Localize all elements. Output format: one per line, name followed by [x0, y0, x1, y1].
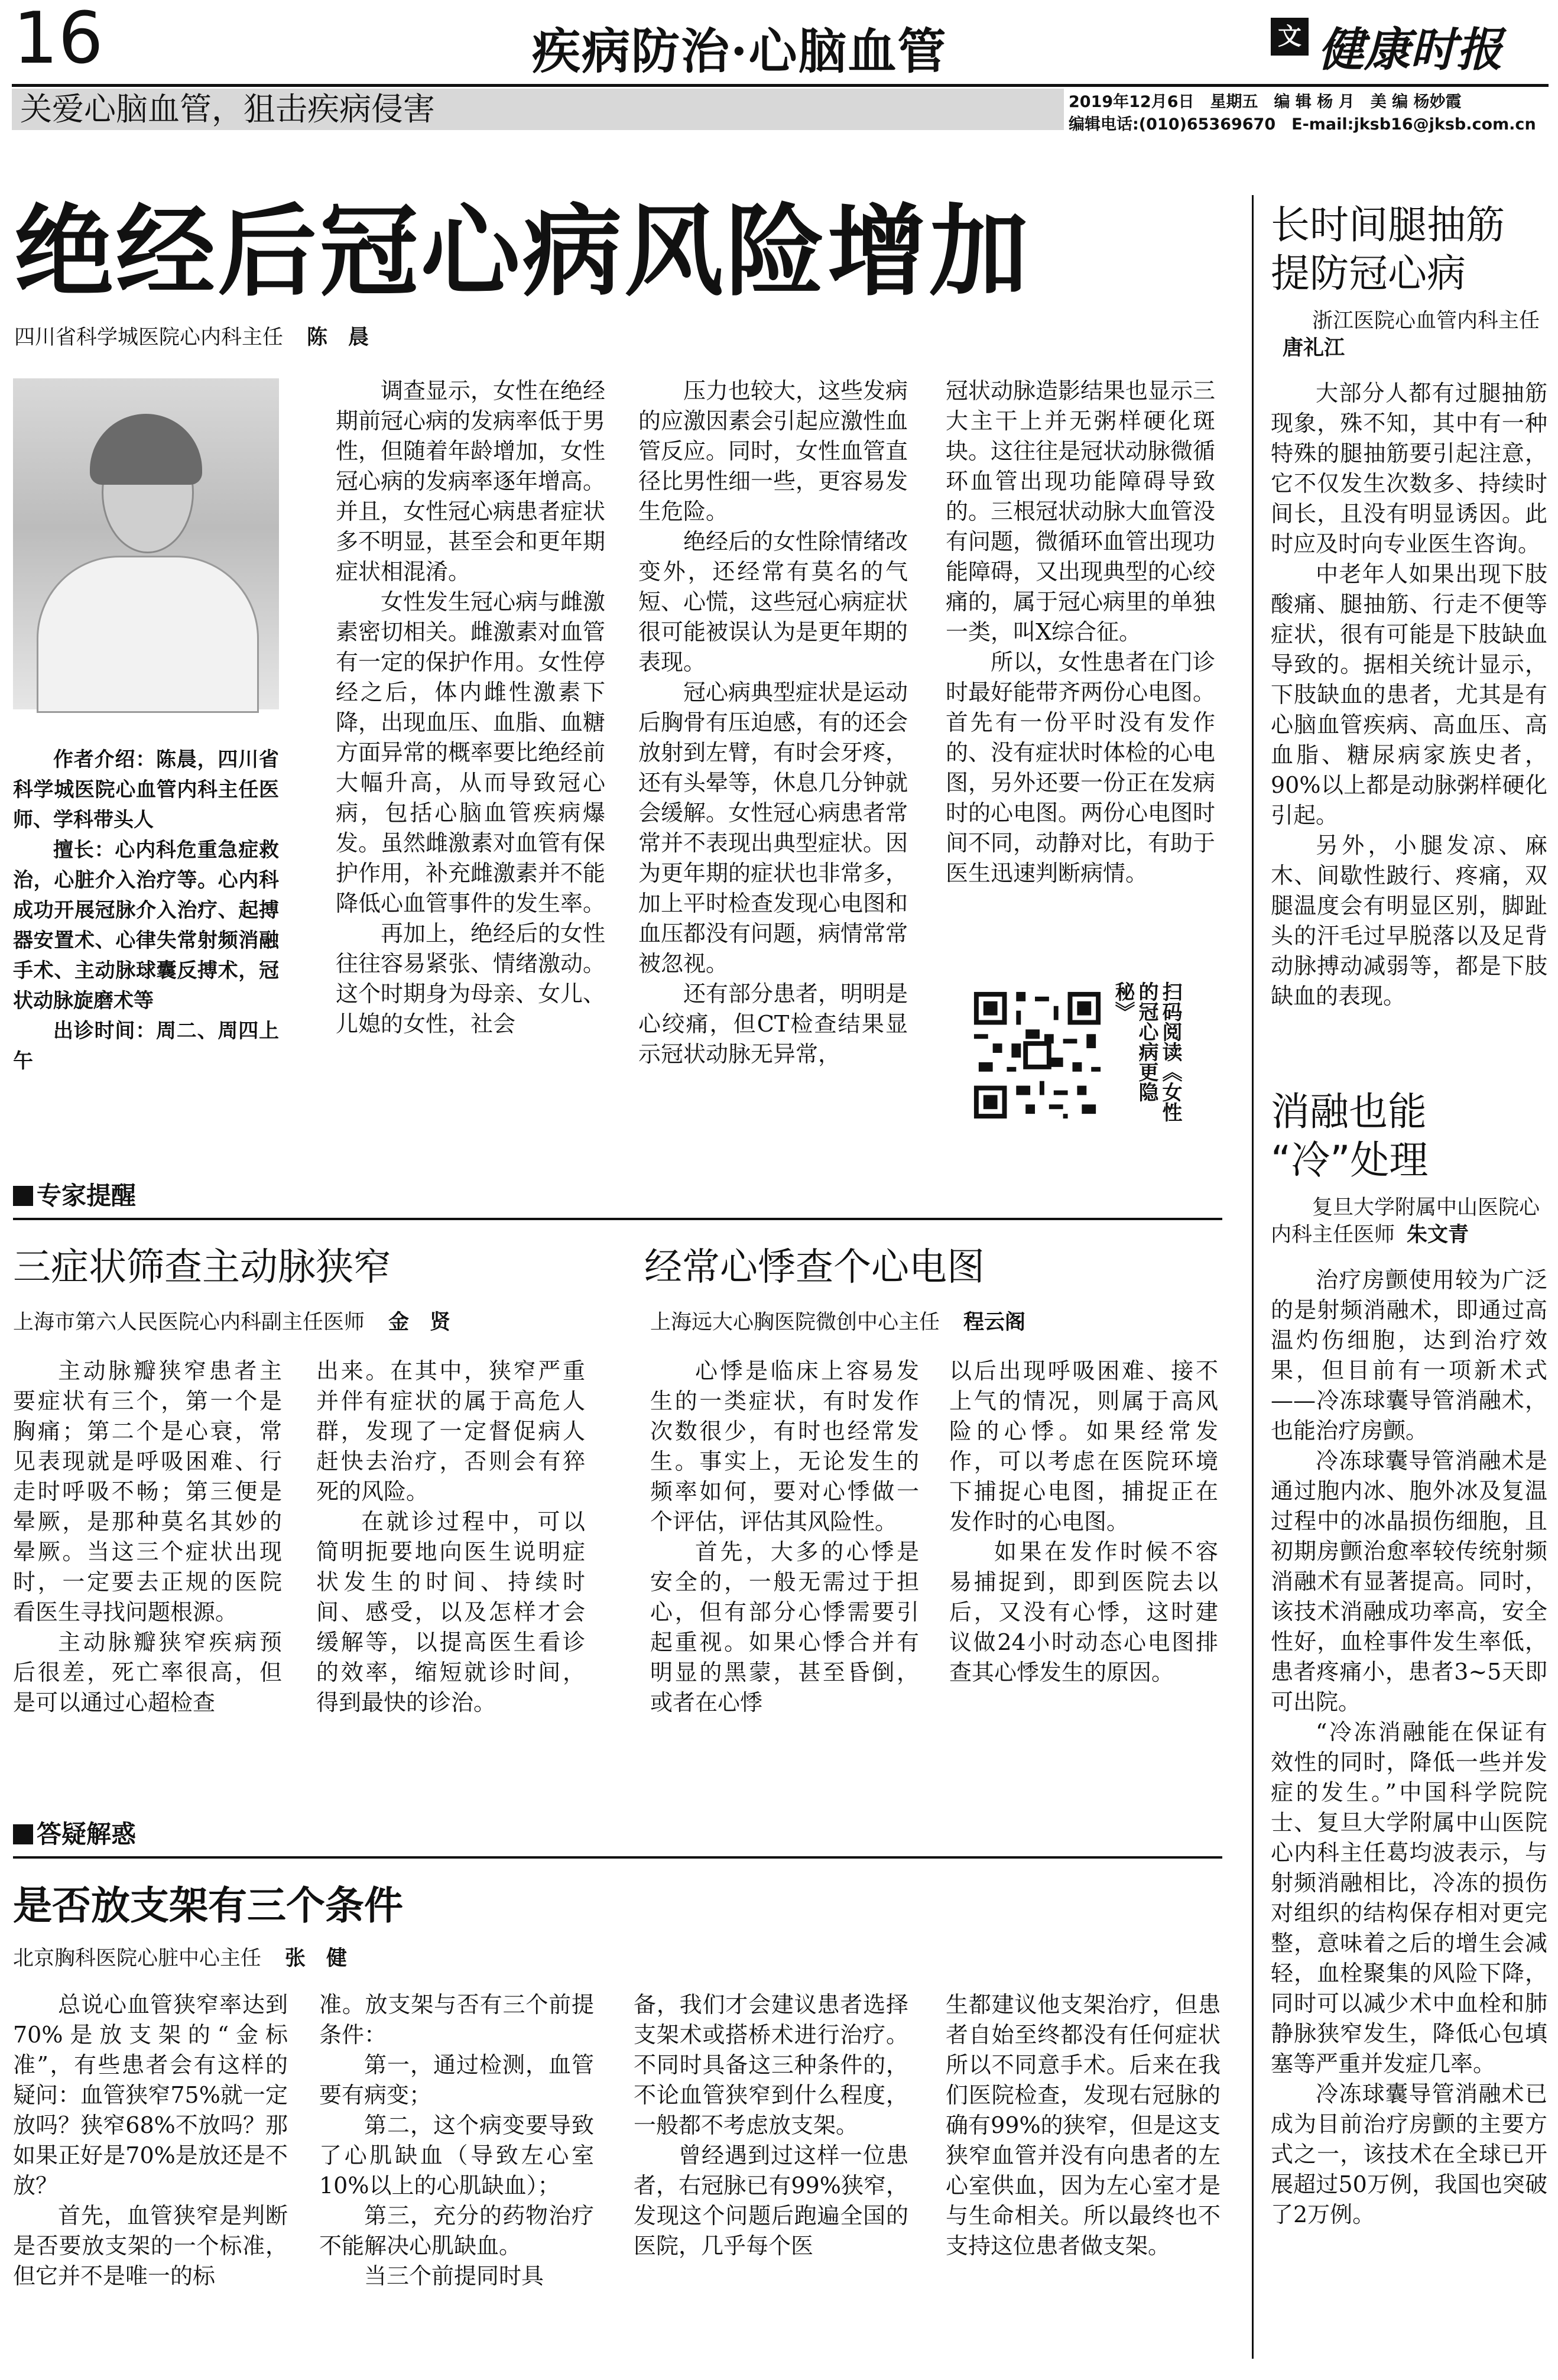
article2-byline — [13, 1309, 450, 1336]
author-intro: 作者介绍：陈晨，四川省科学城医院心血管内科主任医师、学科带头人 — [13, 748, 279, 832]
main-byline-name: 陈 晨 — [307, 326, 369, 349]
article3-col-2 — [949, 1356, 1218, 1688]
qr-code-icon[interactable] — [969, 987, 1105, 1123]
paragraph: 心悸是临床上容易发生的一类症状，有时发作次数很少，有时也经常发生。事实上，无论发生的频率如何，要对心悸做一个评估，评估其风险性。 — [650, 1358, 919, 1535]
side1-body — [1271, 378, 1547, 1011]
paragraph: 冠状动脉造影结果也显示三大主干上并无粥样硬化斑块。这往往是冠状动脉微循环血管出现功能障碍导致的。三根冠状动脉大血管没有问题，微循环血管出现功能障碍，又出现典型的心绞痛的，属于冠心病里的单独一类，叫X综合征。 — [946, 378, 1216, 645]
sidebar-divider — [1252, 195, 1254, 2359]
paragraph: 第一，通过检测，血管要有病变； — [319, 2052, 594, 2108]
side2-byline-name: 朱文青 — [1407, 1223, 1469, 1247]
article4-col-4 — [946, 1990, 1221, 2261]
article3-byline — [650, 1309, 1025, 1336]
paragraph: 在就诊过程中，可以简明扼要地向医生说明症状发生的时间、持续时间、感受，以及怎样才会缓解等，以提高医生看诊的效率，缩短就诊时间，得到最快的诊治。 — [316, 1509, 585, 1716]
paragraph: 准。放支架与否有三个前提条件： — [319, 1992, 594, 2048]
side2-title-line2: “冷”处理 — [1271, 1137, 1429, 1183]
section-rule — [13, 1856, 1222, 1859]
article4-byline — [13, 1945, 347, 1972]
article3-title: 经常心悸查个心电图 — [644, 1246, 985, 1289]
article4-col-1 — [13, 1990, 288, 2291]
paragraph: 还有部分患者，明明是心绞痛，但CT检查结果显示冠状动脉无异常， — [638, 981, 908, 1067]
paragraph: 另外，小腿发凉、麻木、间歇性跛行、疼痛，双腿温度会有明显区别，脚趾头的汗毛过早脱落以及足背动脉搏动减弱等，都是下肢缺血的表现。 — [1271, 832, 1547, 1009]
side2-byline — [1271, 1194, 1549, 1249]
brand-logo-icon: 文 — [1271, 18, 1309, 56]
article4-byline-name: 张 健 — [285, 1947, 348, 1970]
paragraph: 再加上，绝经后的女性往往容易紧张、情绪激动。这个时期身为母亲、女儿、儿媳的女性，社会 — [336, 920, 606, 1037]
article2-title: 三症状筛查主动脉狭窄 — [13, 1246, 391, 1289]
side2-title — [1271, 1088, 1428, 1185]
section-title: 疾病防治·心脑血管 — [532, 23, 947, 80]
paragraph: 冷冻球囊导管消融术是通过胞内冰、胞外冰及复温过程中的冰晶损伤细胞，且初期房颤治愈率较传统射频消融术有显著提高。同时，该技术消融成功率高，安全性好，血栓事件发生率低，患者疼痛小，患者3~5天即可出院。 — [1271, 1448, 1547, 1715]
paragraph: 所以，女性患者在门诊时最好能带齐两份心电图。首先有一份平时没有发作的、没有症状时体检的心电图，另外还要一份正在发病时的心电图。两份心电图时间不同，动静对比，有助于医生迅速判断病情。 — [946, 649, 1216, 886]
article2-byline-org: 上海市第六人民医院心内科副主任医师 — [13, 1311, 365, 1334]
side1-byline — [1271, 307, 1549, 362]
article3-byline-org: 上海远大心胸医院微创中心主任 — [650, 1311, 940, 1334]
issue-meta-contact: 编辑电话:(010)65369670 E-mail:jksb16@jksb.com.cn — [1069, 115, 1536, 134]
page-number: 16 — [13, 0, 103, 80]
paragraph: 中老年人如果出现下肢酸痛、腿抽筋、行走不便等症状，很有可能是下肢缺血导致的。据相关统计显示，下肢缺血的患者，尤其是有心脑血管疾病、高血压、高血脂、糖尿病家族史者，90%以上都是动脉粥样硬化引起。 — [1271, 561, 1547, 828]
author-photo — [13, 378, 279, 709]
article3-col-1 — [650, 1356, 919, 1718]
paragraph: 压力也较大，这些发病的应激因素会引起应激性血管反应。同时，女性血管直径比男性细一些，更容易发生危险。 — [638, 378, 908, 524]
paragraph: 当三个前提同时具 — [364, 2263, 544, 2289]
paragraph: 曾经遇到过这样一位患者，右冠脉已有99%狭窄，发现这个问题后跑遍全国的医院，几乎每个医 — [634, 2142, 908, 2259]
paragraph: 第三，充分的药物治疗不能解决心肌缺血。 — [319, 2203, 594, 2259]
slogan: 关爱心脑血管，狙击疾病侵害 — [20, 90, 435, 128]
section-rule — [13, 1218, 1222, 1220]
paragraph: 治疗房颤使用较为广泛的是射频消融术，即通过高温灼伤细胞，达到治疗效果，但目前有一项新术式——冷冻球囊导管消融术，也能治疗房颤。 — [1271, 1267, 1547, 1444]
article2-col-1 — [13, 1356, 282, 1718]
author-clinic-hours: 出诊时间：周二、周四上午 — [13, 1019, 279, 1073]
issue-meta-date: 2019年12月6日 星期五 编 辑 杨 月 美 编 杨妙霞 — [1069, 93, 1462, 111]
paragraph: 以后出现呼吸困难、接不上气的情况，则属于高风险的心悸。如果经常发作，可以考虑在医院环境下捕捉心电图，捕捉正在发作时的心电图。 — [949, 1358, 1218, 1535]
article2-col-2 — [316, 1356, 585, 1718]
article4-col-2 — [319, 1990, 594, 2291]
paragraph: 第二，这个病变要导致了心肌缺血（导致左心室10%以上的心肌缺血）； — [319, 2112, 594, 2199]
paragraph: 主动脉瓣狭窄患者主要症状有三个，第一个是胸痛；第二个是心衰，常见表现就是呼吸困难、行走时呼吸不畅；第三便是晕厥，是那种莫名其妙的晕厥。当这三个症状出现时，一定要去正规的医院看医生寻找问题根源。 — [13, 1358, 282, 1625]
side1-title-line2: 提防冠心病 — [1271, 251, 1466, 296]
qr-caption: 扫码阅读《女性的冠心病更隐秘》 — [1111, 981, 1182, 1122]
paragraph: 女性发生冠心病与雌激素密切相关。雌激素对血管有一定的保护作用。女性停经之后，体内雌性激素下降，出现血压、血脂、血糖方面异常的概率要比绝经前大幅升高，从而导致冠心病，包括心脑血管疾病爆发。虽然雌激素对血管有保护作用，补充雌激素并不能降低心血管事件的发生率。 — [336, 589, 606, 916]
qa-tag: 答疑解惑 — [13, 1815, 136, 1850]
paragraph: 生都建议他支架治疗，但患者自始至终都没有任何症状所以不同意手术。后来在我们医院检查，发现右冠脉的确有99%的狭窄，但是这支狭窄血管并没有向患者的左心室供血，因为左心室才是与生命相关。所以最终也不支持这位患者做支架。 — [946, 1992, 1221, 2259]
paragraph: 冠心病典型症状是运动后胸骨有压迫感，有的还会放射到左臂，有时会牙疼，还有头晕等，休息几分钟就会缓解。女性冠心病患者常常并不表现出典型症状。因为更年期的症状也非常多，加上平时检查发现心电图和血压都没有问题，病情常常被忽视。 — [638, 679, 908, 977]
side2-byline-org: 复旦大学附属中山医院心内科主任医师 — [1271, 1196, 1540, 1247]
side2-body — [1271, 1265, 1547, 2230]
paragraph: 冷冻球囊导管消融术已成为目前治疗房颤的主要方式之一，该技术在全球已开展超过50万例，我国也突破了2万例。 — [1271, 2081, 1547, 2227]
main-col-3 — [946, 376, 1215, 889]
side1-byline-name: 唐礼江 — [1283, 336, 1345, 360]
paragraph: 如果在发作时候不容易捕捉到，即到医院去以后，又没有心悸，这时建议做24小时动态心电图排查其心悸发生的原因。 — [949, 1539, 1218, 1685]
header-rule — [12, 84, 1549, 87]
expert-tag: 专家提醒 — [13, 1176, 136, 1212]
main-col-2 — [638, 376, 908, 1069]
main-headline: 绝经后冠心病风险增加 — [14, 193, 1031, 310]
paragraph: 大部分人都有过腿抽筋现象，殊不知，其中有一种特殊的腿抽筋要引起注意，它不仅发生次数多、持续时间长，且没有明显诱因。此时应及时向专业医生咨询。 — [1271, 380, 1547, 557]
side1-byline-org: 浙江医院心血管内科主任 — [1312, 309, 1540, 333]
article3-byline-name: 程云阁 — [963, 1311, 1026, 1334]
paragraph: 首先，血管狭窄是判断是否要放支架的一个标准，但它并不是唯一的标 — [13, 2203, 288, 2289]
paragraph: 调查显示，女性在绝经期前冠心病的发病率低于男性，但随着年龄增加，女性冠心病的发病率逐年增高。并且，女性冠心病患者症状多不明显，甚至会和更年期症状相混淆。 — [336, 378, 606, 585]
paragraph: 备，我们才会建议患者选择支架术或搭桥术进行治疗。不同时具备这三种条件的，不论血管狭窄到什么程度，一般都不考虑放支架。 — [634, 1992, 908, 2138]
paragraph: 总说心血管狭窄率达到70%是放支架的“金标准”，有些患者会有这样的疑问：血管狭窄75%就一定放吗？狭窄68%不放吗？那如果正好是70%是放还是不放？ — [13, 1992, 288, 2199]
paragraph: “冷冻消融能在保证有效性的同时，降低一些并发症的发生。”中国科学院院士、复旦大学附属中山医院心内科主任葛均波表示，与射频消融相比，冷冻的损伤对组织的结构保存相对更完整，意味着之后的增生会减轻，血栓聚集的风险下降，同时可以减少术中血栓和肺静脉狭窄发生，降低心包填塞等严重并发症几率。 — [1271, 1719, 1547, 2077]
side2-title-line1: 消融也能 — [1271, 1089, 1427, 1134]
paragraph: 绝经后的女性除情绪改变外，还经常有莫名的气短、心慌，这些冠心病症状很可能被误认为是更年期的表现。 — [638, 528, 908, 675]
paragraph: 主动脉瓣狭窄疾病预后很差，死亡率很高，但是可以通过心超检查 — [13, 1629, 282, 1716]
brand-name: 健康时报 — [1318, 23, 1503, 77]
author-info — [13, 745, 279, 1076]
article4-title: 是否放支架有三个条件 — [13, 1883, 403, 1928]
main-byline-org: 四川省科学城医院心内科主任 — [14, 326, 284, 349]
author-specialty: 擅长：心内科危重急症救治，心脏介入治疗等。心内科成功开展冠脉介入治疗、起搏器安置术、心律失常射频消融手术、主动脉球囊反搏术，冠状动脉旋磨术等 — [13, 838, 279, 1013]
side1-title — [1271, 201, 1505, 298]
main-col-1 — [336, 376, 605, 1039]
article4-byline-org: 北京胸科医院心脏中心主任 — [13, 1947, 262, 1970]
article2-byline-name: 金 贤 — [388, 1311, 451, 1334]
side1-title-line1: 长时间腿抽筋 — [1271, 202, 1505, 248]
paragraph: 出来。在其中，狭窄严重并伴有症状的属于高危人群，发现了一定督促病人赶快去治疗，否则会有猝死的风险。 — [316, 1358, 585, 1504]
article4-col-3 — [634, 1990, 908, 2261]
main-byline — [14, 324, 369, 351]
paragraph: 首先，大多的心悸是安全的，一般无需过于担心，但有部分心悸需要引起重视。如果心悸合并有明显的黑蒙，甚至昏倒，或者在心悸 — [650, 1539, 919, 1716]
